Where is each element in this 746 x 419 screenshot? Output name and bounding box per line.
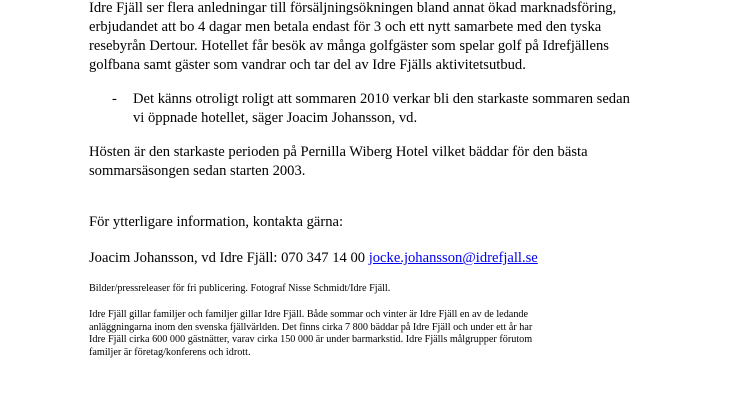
text-line: Hösten är den starkaste perioden på Pernilla Wiberg Hotel vilket bäddar för den bästa <box>89 144 588 160</box>
text-line: Det känns otroligt roligt att sommaren 2010 verkar bli den starkaste sommaren sedan <box>133 91 630 107</box>
text-line: familjer är företag/konferens och idrott. <box>89 346 251 358</box>
text-line: Idre Fjäll gillar familjer och familjer gillar Idre Fjäll. Både sommar och vinter är Idre Fjäll en av de ledande <box>89 309 529 320</box>
text-line: golfbana samt gäster som vandrar och tar del av Idre Fjälls aktivitetsutbud. <box>89 57 526 73</box>
text-line: Idre Fjäll ser flera anledningar till försäljningsökningen bland annat ökad marknadsföring, <box>89 0 617 16</box>
text-line: erbjudandet att bo 4 dagar men betala endast för 3 och ett nytt samarbete med den tyska <box>89 19 602 35</box>
text-line: vi öppnade hotellet, säger Joacim Johansson, vd. <box>133 110 418 126</box>
text-line: anläggningarna inom den svenska fjällvärlden. Det finns cirka 7 800 bäddar på Idre Fjäll och under ett år har <box>89 321 533 333</box>
bullet-dash: - <box>112 91 117 107</box>
email-link[interactable]: jocke.johansson@idrefjall.se <box>368 250 538 266</box>
text-line: Idre Fjäll cirka 600 000 gästnätter, varav cirka 150 000 är under barmarkstid. Idre Fjälls målgrupper förutom <box>89 334 533 346</box>
photo-credit-note: Bilder/pressreleaser för fri publicering. Fotograf Nisse Schmidt/Idre Fjäll. <box>89 283 391 294</box>
text-line: sommarsäsongen sedan starten 2003. <box>89 163 306 179</box>
text-line: resebyrån Dertour. Hotellet får besök av många golfgäster som spelar golf på Idrefjällens <box>89 38 609 54</box>
contact-line <box>89 249 538 268</box>
contact-intro: För ytterligare information, kontakta gärna: <box>89 214 344 230</box>
contact-person: Joacim Johansson, vd Idre Fjäll: 070 347 14 00 <box>89 250 369 266</box>
